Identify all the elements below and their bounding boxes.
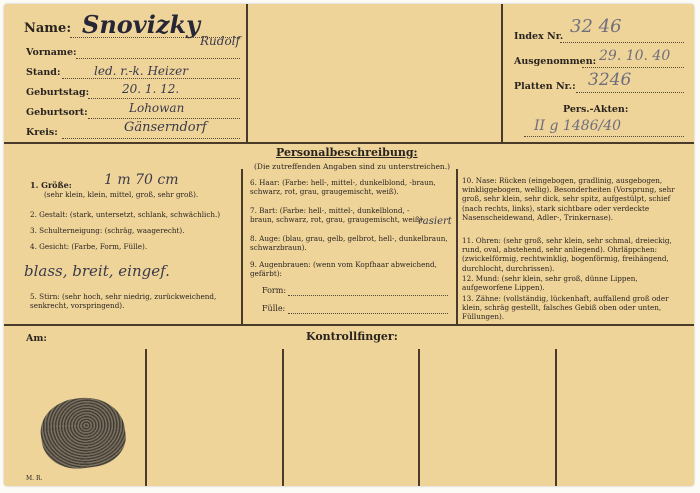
akten-label: Pers.-Akten: — [563, 104, 629, 115]
gestalt-text: 2. Gestalt: (stark, untersetzt, schlank, schwächlich.) — [30, 210, 221, 219]
akten-line — [524, 136, 684, 137]
am-label: Am: — [26, 333, 47, 344]
finger-col-divider-4 — [555, 349, 557, 486]
kreis-line — [62, 138, 240, 139]
platten-value: 3246 — [588, 70, 632, 90]
stirn-text: 5. Stirn: (sehr hoch, sehr niedrig, zurückweichend, senkrecht, vorspringend). — [30, 292, 217, 311]
left-header-divider — [246, 4, 248, 142]
stand-label: Stand: — [26, 67, 61, 78]
bart-text: 7. Bart: (Farbe: hell-, mittel-, dunkelblond, -braun, schwarz, rot, grau, graugemischt, weiß). — [250, 206, 425, 225]
vorname-label: Vorname: — [26, 47, 77, 58]
ausgenommen-line — [582, 67, 684, 68]
brauen-text: 9. Augenbrauen: (wenn vom Kopfhaar abweichend, gefärbt): — [250, 260, 437, 279]
groesse-options: (sehr klein, klein, mittel, groß, sehr groß). — [44, 190, 199, 199]
gesicht-value: blass, breit, eingef. — [24, 262, 170, 280]
name-value: Snovizky — [82, 10, 201, 39]
ausgenommen-value: 29. 10. 40 — [599, 48, 671, 64]
personal-title: Personalbeschreibung: — [276, 146, 418, 159]
index-value: 32 46 — [570, 16, 622, 37]
geburtsort-line — [88, 118, 240, 119]
stand-value: led. r.-k. Heizer — [94, 64, 189, 78]
mund-text: 12. Mund: (sehr klein, sehr groß, dünne Lippen, aufgeworfene Lippen). — [462, 274, 638, 293]
geburtsort-value: Lohowan — [129, 101, 185, 115]
fuelle-line — [288, 313, 448, 314]
vorname-line — [76, 58, 240, 59]
groesse-value: 1 m 70 cm — [104, 172, 179, 188]
finger-col-divider-2 — [282, 349, 284, 486]
stand-line — [62, 78, 240, 79]
kreis-label: Kreis: — [26, 127, 58, 138]
name-label: Name: — [24, 21, 72, 36]
desc-col-divider-1 — [241, 169, 243, 324]
geburtstag-label: Geburtstag: — [26, 87, 90, 98]
kontrollfinger-title: Kontrollfinger: — [306, 330, 398, 343]
kreis-value: Gänserndorf — [124, 120, 207, 135]
finger-section-divider — [4, 324, 694, 326]
platten-line — [576, 92, 684, 93]
top-section-divider — [4, 142, 694, 144]
nase-text: 10. Nase: Rücken (eingebogen, gradlinig, ausgebogen, winkliggebogen, wellig). Besonderheiten (Vorsprung, sehr groß, sehr klein, sehr dick, sehr spitz, aufgestülpt, schief (nach rechts, links), stark sichtbare oder verdeckte Nasenscheidewand, Adler-, Trinkernase). — [462, 176, 675, 222]
desc-col-divider-2 — [456, 169, 458, 324]
form-line — [288, 295, 448, 296]
personal-subtitle: (Die zutreffenden Angaben sind zu unterstreichen.) — [254, 162, 451, 171]
index-line — [560, 42, 684, 43]
platten-label: Platten Nr.: — [514, 81, 576, 92]
ausgenommen-label: Ausgenommen: — [514, 56, 597, 67]
geburtstag-value: 20. 1. 12. — [122, 82, 180, 96]
form-label: Form: — [262, 286, 287, 295]
vorname-value: Rudolf — [200, 34, 240, 48]
finger-col-divider-3 — [418, 349, 420, 486]
groesse-label: 1. Größe: — [30, 180, 72, 190]
initials-text: M. R. — [26, 475, 43, 482]
geburtstag-line — [88, 98, 240, 99]
schulter-text: 3. Schulterneigung: (schräg, waagerecht). — [30, 226, 185, 235]
ohren-text: 11. Ohren: (sehr groß, sehr klein, sehr schmal, dreieckig, rund, oval, abstehend, sehr anliegend). Ohrläppchen: (zwickelförmig, rechtwinklig, bogenförmig, freihängend, durchlocht, durchrissen). — [462, 236, 672, 273]
fuelle-label: Fülle: — [262, 304, 286, 313]
haar-text: 6. Haar: (Farbe: hell-, mittel-, dunkelblond, -braun, schwarz, rot, grau, graugemischt, weiß). — [250, 178, 436, 197]
fingerprint-image — [37, 392, 130, 473]
finger-col-divider-1 — [145, 349, 147, 486]
registration-card — [4, 4, 694, 486]
index-label: Index Nr. — [514, 31, 564, 42]
right-header-divider — [501, 4, 503, 142]
auge-text: 8. Auge: (blau, grau, gelb, gelbrot, hell-, dunkelbraun, schwarzbraun). — [250, 234, 448, 253]
akten-value: II g 1486/40 — [534, 118, 622, 134]
gesicht-text: 4. Gesicht: (Farbe, Form, Fülle). — [30, 242, 148, 251]
zaehne-text: 13. Zähne: (vollständig, lückenhaft, auffallend groß oder klein, schräg gestellt, falsches Gebiß oben oder unten, Füllungen). — [462, 294, 669, 322]
bart-value: rasiert — [418, 216, 452, 227]
geburtsort-label: Geburtsort: — [26, 107, 88, 118]
